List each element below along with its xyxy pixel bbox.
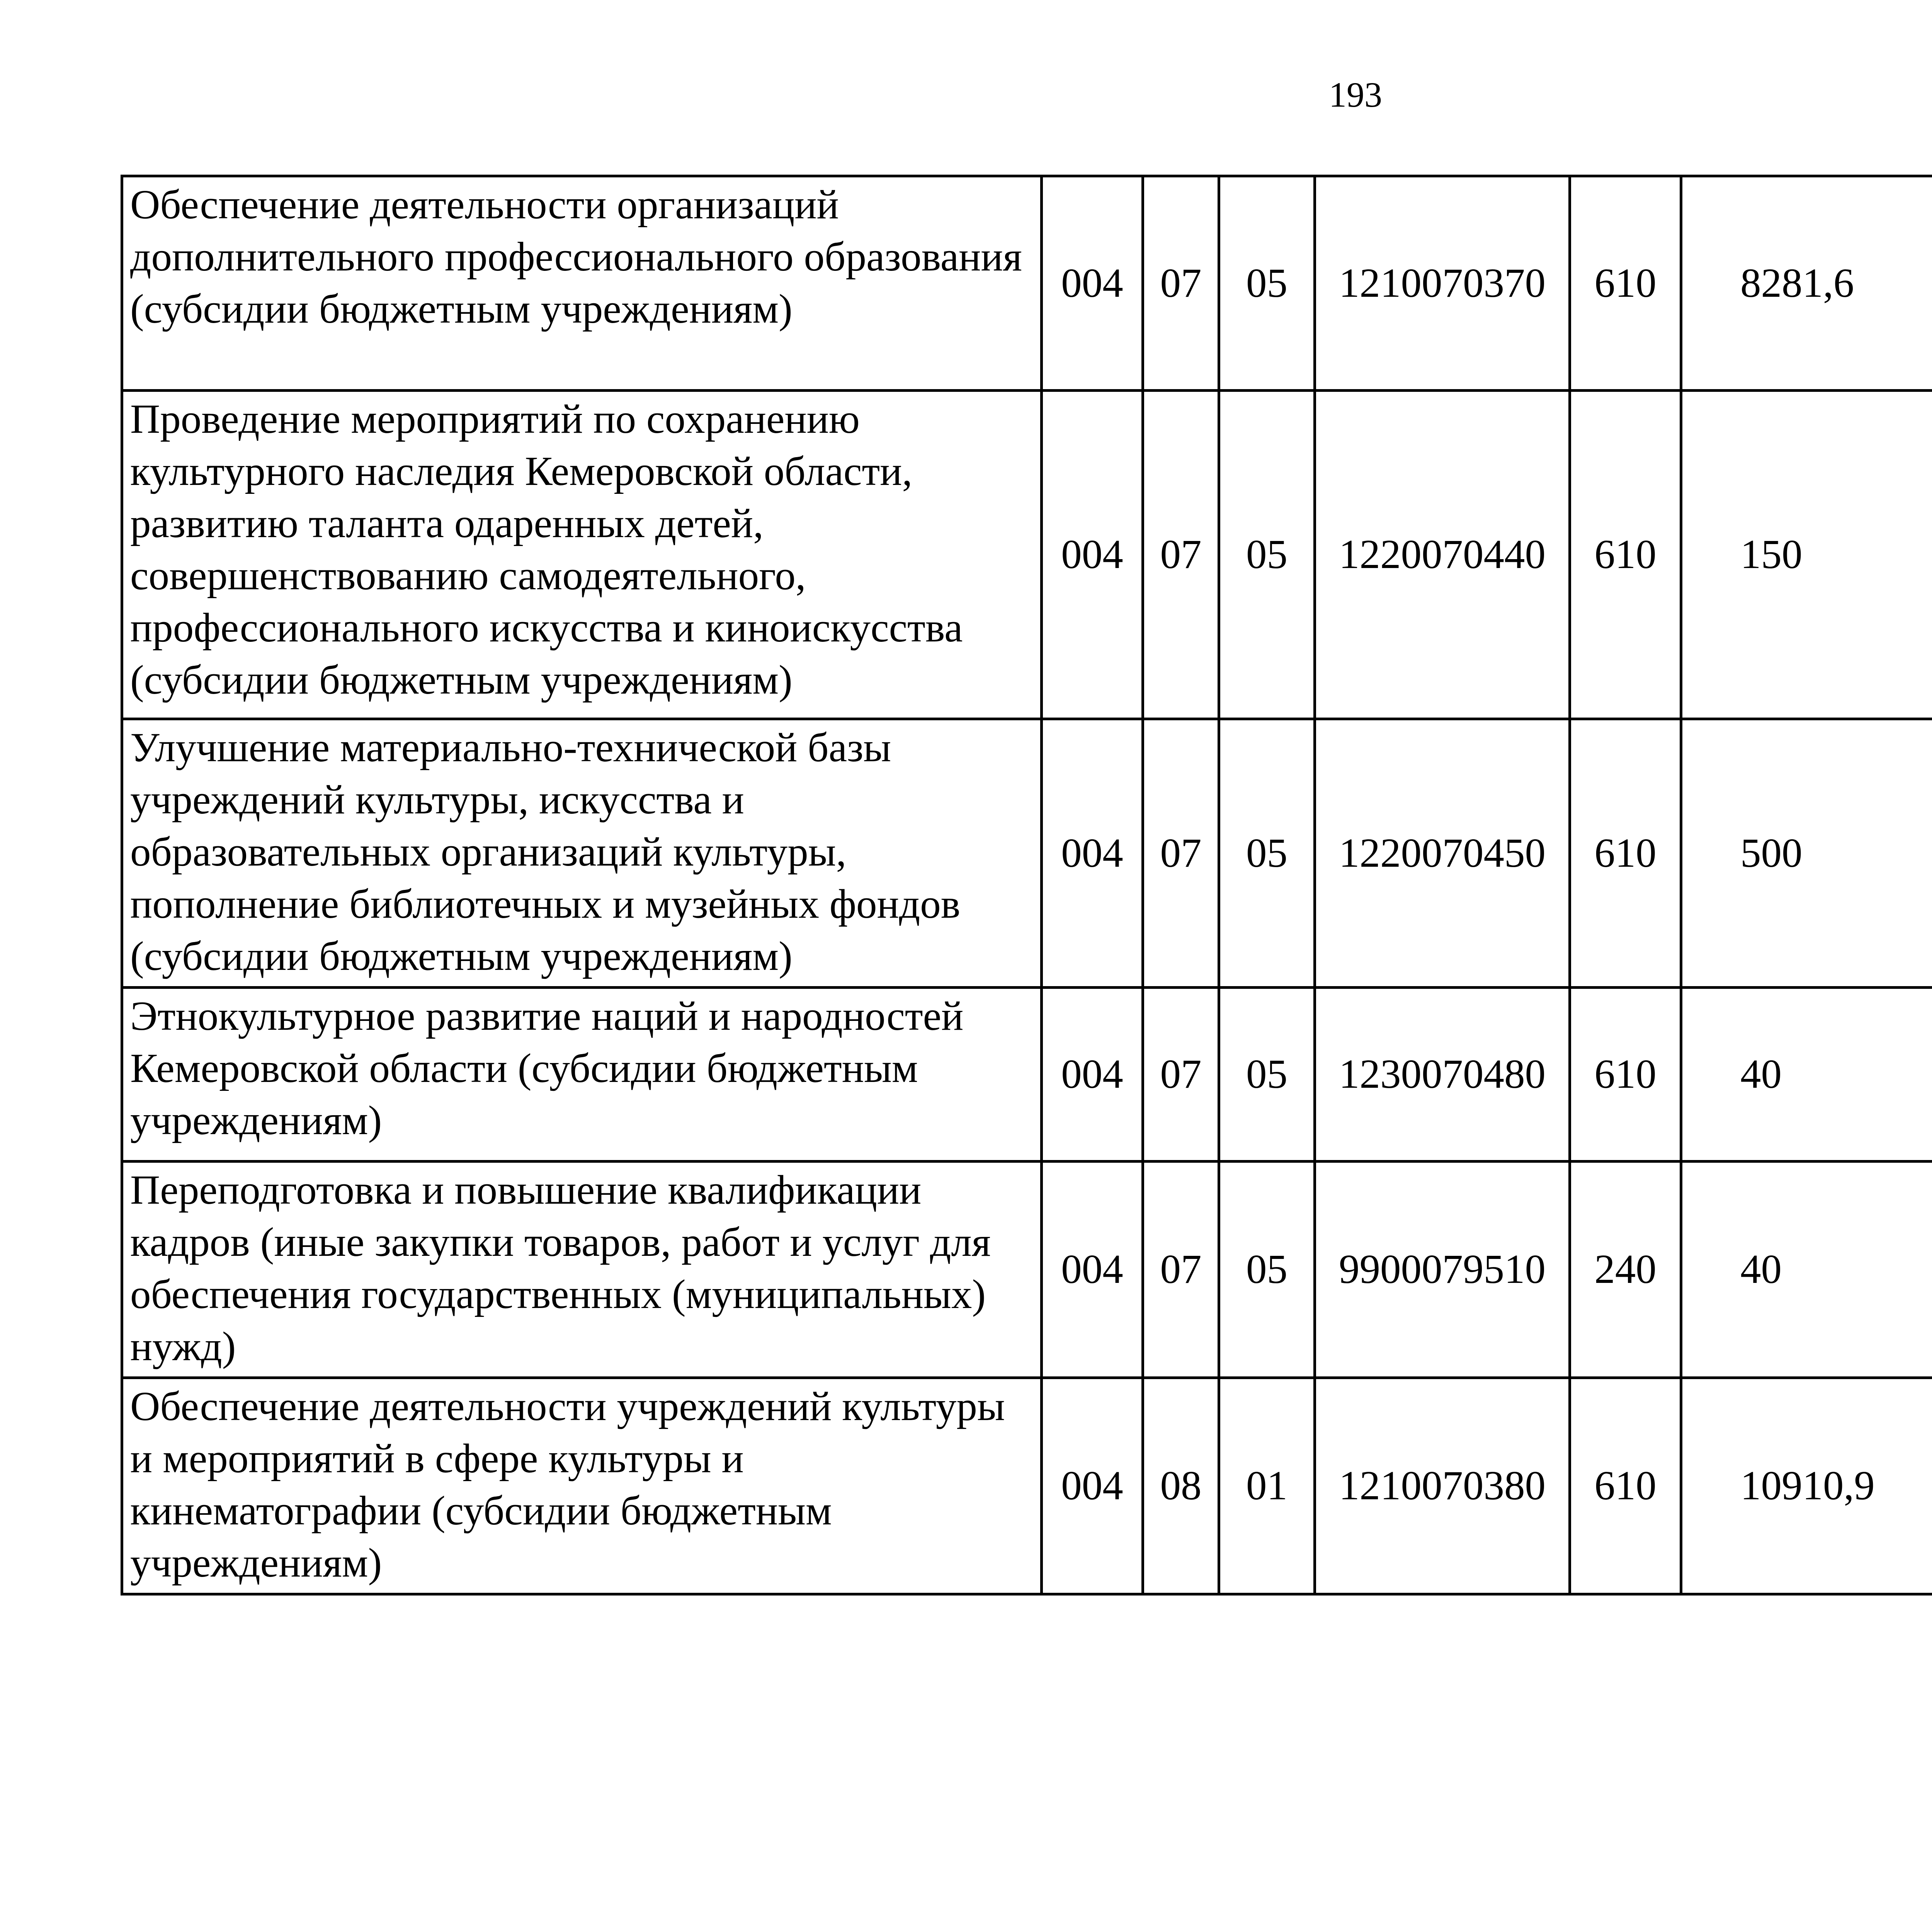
expense-type-code: 610 xyxy=(1570,988,1681,1162)
sum-year-1: 10910,9 xyxy=(1681,1378,1932,1594)
table-row xyxy=(122,719,1932,988)
target-article-code: 1220070440 xyxy=(1315,391,1570,719)
page-number: 193 xyxy=(1329,75,1382,114)
row-name: Обеспечение деятельности учреждений культуры и мероприятий в сфере культуры и кинематографии (субсидии бюджетным учреждениям) xyxy=(122,1378,1042,1594)
subsection-code: 05 xyxy=(1219,719,1315,988)
sum-year-1: 40 xyxy=(1681,988,1932,1162)
ministry-code: 004 xyxy=(1042,1378,1143,1594)
row-name: Проведение мероприятий по сохранению культурного наследия Кемеровской области, развитию таланта одаренных детей, совершенствованию самодеятельного, профессионального искусства и киноискусства (субсидии бюджетным учреждениям) xyxy=(122,391,1042,719)
row-name: Обеспечение деятельности организаций дополнительного профессионального образования (субсидии бюджетным учреждениям) xyxy=(122,176,1042,391)
ministry-code: 004 xyxy=(1042,719,1143,988)
subsection-code: 05 xyxy=(1219,988,1315,1162)
sum-year-1: 150 xyxy=(1681,391,1932,719)
section-code: 07 xyxy=(1143,719,1219,988)
table-row xyxy=(122,988,1932,1162)
table-row xyxy=(122,1162,1932,1378)
section-code: 07 xyxy=(1143,176,1219,391)
budget-table xyxy=(121,175,1932,1596)
expense-type-code: 610 xyxy=(1570,391,1681,719)
expense-type-code: 610 xyxy=(1570,176,1681,391)
row-name: Этнокультурное развитие наций и народностей Кемеровской области (субсидии бюджетным учреждениям) xyxy=(122,988,1042,1162)
ministry-code: 004 xyxy=(1042,1162,1143,1378)
table-row xyxy=(122,391,1932,719)
section-code: 08 xyxy=(1143,1378,1219,1594)
target-article-code: 9900079510 xyxy=(1315,1162,1570,1378)
table-row xyxy=(122,1378,1932,1594)
row-name: Улучшение материально-технической базы учреждений культуры, искусства и образовательных организаций культуры, пополнение библиотечных и музейных фондов (субсидии бюджетным учреждениям) xyxy=(122,719,1042,988)
subsection-code: 05 xyxy=(1219,1162,1315,1378)
sum-year-1: 500 xyxy=(1681,719,1932,988)
sum-year-1: 8281,6 xyxy=(1681,176,1932,391)
expense-type-code: 240 xyxy=(1570,1162,1681,1378)
subsection-code: 01 xyxy=(1219,1378,1315,1594)
target-article-code: 1220070450 xyxy=(1315,719,1570,988)
row-name: Переподготовка и повышение квалификации кадров (иные закупки товаров, работ и услуг для обеспечения государственных (муниципальных) нужд) xyxy=(122,1162,1042,1378)
subsection-code: 05 xyxy=(1219,176,1315,391)
section-code: 07 xyxy=(1143,1162,1219,1378)
section-code: 07 xyxy=(1143,988,1219,1162)
target-article-code: 1230070480 xyxy=(1315,988,1570,1162)
section-code: 07 xyxy=(1143,391,1219,719)
expense-type-code: 610 xyxy=(1570,1378,1681,1594)
target-article-code: 1210070380 xyxy=(1315,1378,1570,1594)
target-article-code: 1210070370 xyxy=(1315,176,1570,391)
table-row xyxy=(122,176,1932,391)
sum-year-1: 40 xyxy=(1681,1162,1932,1378)
subsection-code: 05 xyxy=(1219,391,1315,719)
expense-type-code: 610 xyxy=(1570,719,1681,988)
ministry-code: 004 xyxy=(1042,988,1143,1162)
ministry-code: 004 xyxy=(1042,391,1143,719)
ministry-code: 004 xyxy=(1042,176,1143,391)
